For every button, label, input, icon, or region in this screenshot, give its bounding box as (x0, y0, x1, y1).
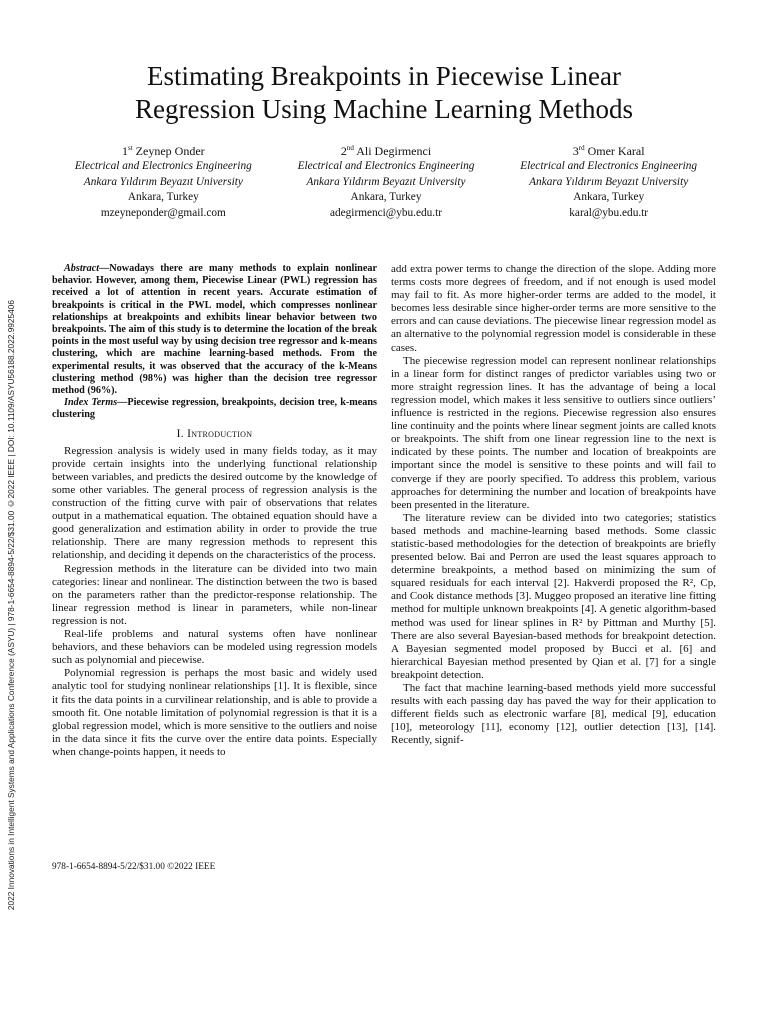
index-terms (52, 397, 377, 421)
author-1-sup: st (128, 144, 133, 152)
author-2-name: Ali Degirmenci (356, 144, 432, 158)
right-column (391, 263, 716, 747)
author-2-location: Ankara, Turkey (350, 191, 422, 204)
author-2-sup: nd (346, 144, 354, 152)
author-1-dept: Electrical and Electronics Engineering (74, 160, 252, 173)
body-paragraph: Regression analysis is widely used in many fields today, as it may provide certain insights into the underlying functional relationship between variables, and predicts the desired outcome by the knowledge of some other variables. The general process of regression analysis is the construction of the fitting curve with pair of observations that relates output in a mathematical equation. The obtained equation should have a good generalization and estimation ability in order to provide the true relationship. There are many regression methods to represent this relationship, and deciding it depends on the characteristics of the process. (52, 444, 377, 562)
title-line-2: Regression Using Machine Learning Methods (135, 94, 633, 124)
author-1-univ: Ankara Yıldırım Beyazıt University (83, 175, 243, 188)
author-1-ord: 1 (122, 144, 128, 158)
author-2 (275, 144, 498, 221)
section-heading-introduction: I. Introduction (176, 427, 253, 440)
author-1-location: Ankara, Turkey (127, 191, 199, 204)
abstract (52, 263, 377, 397)
abstract-text: —Nowadays there are many methods to explain nonlinear behavior. However, among them, Piecewise Linear (PWL) regression has received a lot of attention in recent years. Accurate estimation of breakpoints is critical in the PWL model, which compresses nonlinear relationships at breakpoints and exhibits linear behavior between two breakpoints. The aim of this study is to determine the location of the break points in the most useful way by using decision tree regressor and k-means clustering, which are machine learning-based methods. From the experimental results, it was observed that the accuracy of the k-Means clustering method (98%) was higher than the decision tree regressor method (96%). (52, 263, 377, 397)
body-paragraph: Real-life problems and natural systems often have nonlinear behaviors, and these behaviors can be modeled using regression models such as polynomial and piecewise. (52, 628, 377, 667)
index-terms-label: Index Terms (64, 397, 118, 409)
author-3-sup: rd (578, 144, 585, 152)
title-line-1: Estimating Breakpoints in Piecewise Linear (147, 61, 621, 91)
author-3-location: Ankara, Turkey (573, 191, 645, 204)
body-paragraph: The piecewise regression model can represent nonlinear relationships in a linear form for distinct ranges of predictor variables using two or more straight regression lines. It has the advantage of being a local regression model, which makes it less sensitive to outliers since outliers’ influence is restricted in the regions. Piecewise regression also ensures line continuity and the points where linear segment joints are called knots or breakpoints. The shift from one linear regression line to the next is indicated by these points. The number and location of breakpoints are important since the model is sensitive to these points and will fail to converge if they are poorly specified. To address this problem, various approaches for determining the number and location of breakpoints have been presented in the literature. (391, 354, 716, 511)
author-1-name: Zeynep Onder (135, 144, 205, 158)
left-column (52, 263, 377, 759)
body-paragraph: The fact that machine learning-based methods yield more successful results with each passing day has paved the way for their application to different fields such as electronic warfare [8], medical [9], education [10], meteorology [11], economy [12], outlier detection [13], [14]. Recently, signif- (391, 682, 716, 747)
author-3-email: karal@ybu.edu.tr (569, 206, 649, 219)
doi-side-banner (4, 300, 18, 950)
author-3 (497, 144, 720, 221)
author-block (52, 144, 720, 221)
author-3-ord: 3 (572, 144, 579, 158)
body-paragraph: add extra power terms to change the direction of the slope. Adding more terms costs more degrees of freedom, and if not enough is used model may fail to fit. As more higher-order terms are added to the model, it becomes less desirable since higher-order terms are more sensitive to the errors and can cause deviations. The piecewise linear regression model as an alternative to the polynomial regression model is considerable in these cases. (391, 263, 716, 354)
author-3-name: Omer Karal (587, 144, 645, 158)
copyright-notice: 978-1-6654-8894-5/22/$31.00 ©2022 IEEE (52, 862, 216, 872)
author-1 (52, 144, 275, 221)
index-terms-text: —Piecewise regression, breakpoints, decision tree, k-means clustering (52, 397, 377, 421)
author-1-email: mzeyneponder@gmail.com (100, 206, 226, 219)
author-3-univ: Ankara Yıldırım Beyazıt University (529, 175, 689, 188)
doi-banner-text: 2022 Innovations in Intelligent Systems and Applications Conference (ASYU) | 978-1-6654-8894-5/22/$31.00 ©2022 IEEE | DOI: 10.1109/ASYU56188.2022.9925406 (6, 300, 16, 911)
author-2-dept: Electrical and Electronics Engineering (297, 160, 475, 173)
body-paragraph: Regression methods in the literature can be divided into two main categories: linear and nonlinear. The distinction between the two is based on the parameters rather than the predictor-response relationship. The linear regression method is linear in parameters, while non-linear regression is not. (52, 562, 377, 627)
body-paragraph: The literature review can be divided into two categories; statistics based methods and machine-learning based methods. Some classic statistic-based methodologies for the detection of breakpoints are briefly presented below. Bai and Perron are used the least squares approach to determine breakpoints, a method based on minimizing the sum of squared residuals for each interval [2]. Hakverdi proposed the R², Cp, and Cook distance methods [3]. Muggeo proposed an iterative line fitting method for multiple unknown breakpoints [4]. A genetic algorithm-based method was used for linear splines in R² by Pittman and Murthy [5]. There are also several Bayesian-based methods for breakpoint detection. A Bayesian segmented model proposed by Bucci et al. [6] and hierarchical Bayesian method presented by Qian et al. [7] for a single breakpoint detection. (391, 511, 716, 681)
author-3-dept: Electrical and Electronics Engineering (520, 160, 698, 173)
body-paragraph: Polynomial regression is perhaps the most basic and widely used analytic tool for studying nonlinear relationships [1]. It is flexible, since it fits the data points in a curvilinear relationship, and is able to provide a smooth fit. One notable limitation of polynomial regression is that it is a global regression model, which is more sensitive to the outliers and noise in the data since it fits the curve over the entire data points. Especially when change-points happen, it needs to (52, 667, 377, 758)
author-2-univ: Ankara Yıldırım Beyazıt University (306, 175, 466, 188)
author-2-ord: 2 (340, 144, 347, 158)
author-2-email: adegirmenci@ybu.edu.tr (329, 206, 443, 219)
paper-title (60, 60, 708, 126)
abstract-label: Abstract (64, 263, 100, 274)
